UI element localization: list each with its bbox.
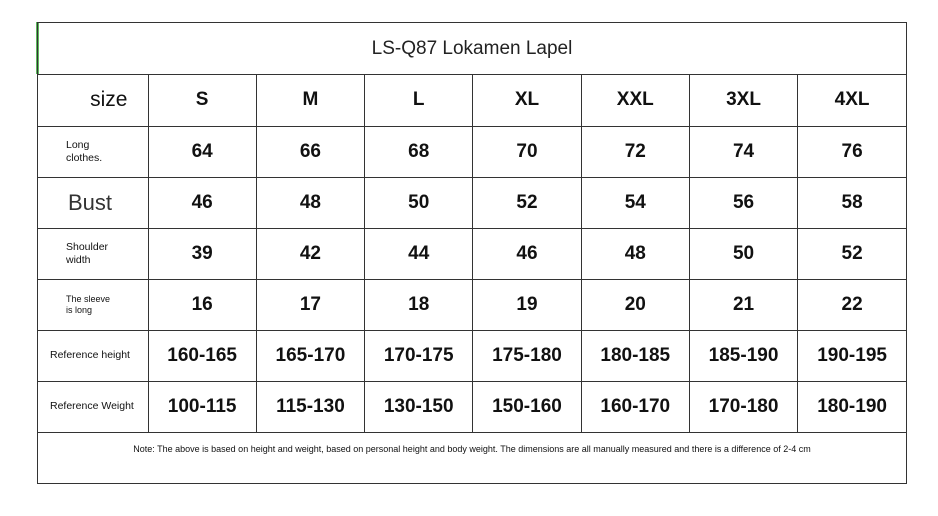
table-cell: 150-160 xyxy=(473,381,581,432)
table-cell: 48 xyxy=(256,177,364,228)
row-label: Reference height xyxy=(38,330,148,381)
table-cell: 70 xyxy=(473,126,581,177)
table-cell: 46 xyxy=(473,228,581,279)
row-label xyxy=(38,279,148,330)
table-cell: 21 xyxy=(689,279,797,330)
table-cell: 20 xyxy=(581,279,689,330)
table-cell: 74 xyxy=(689,126,797,177)
table-cell: 54 xyxy=(581,177,689,228)
row-label-line: Shoulder xyxy=(66,240,109,253)
table-cell: 39 xyxy=(148,228,256,279)
table-cell: 22 xyxy=(798,279,906,330)
row-label xyxy=(38,228,148,279)
table-cell: 50 xyxy=(689,228,797,279)
row-label: Bust xyxy=(38,177,148,228)
table-cell: 170-175 xyxy=(365,330,473,381)
table-cell: 100-115 xyxy=(148,381,256,432)
table-row xyxy=(38,330,906,381)
row-label-line: width xyxy=(66,253,91,266)
table-cell: 52 xyxy=(798,228,906,279)
row-label xyxy=(38,126,148,177)
header-row xyxy=(38,75,906,126)
table-cell: 180-190 xyxy=(798,381,906,432)
size-header: M xyxy=(256,75,364,126)
table-cell: 50 xyxy=(365,177,473,228)
table-row xyxy=(38,279,906,330)
table-row xyxy=(38,126,906,177)
table-cell: 76 xyxy=(798,126,906,177)
size-header: L xyxy=(365,75,473,126)
row-label-line: clothes. xyxy=(66,151,103,164)
table-cell: 160-170 xyxy=(581,381,689,432)
size-header: XXL xyxy=(581,75,689,126)
table-cell: 18 xyxy=(365,279,473,330)
measurement-note: Note: The above is based on height and weight, based on personal height and body weight. The dimensions are all manually measured and there is a difference of 2-4 cm xyxy=(133,444,811,454)
table-cell: 56 xyxy=(689,177,797,228)
size-chart xyxy=(37,22,907,484)
row-label-line: Long xyxy=(66,138,90,151)
table-cell: 72 xyxy=(581,126,689,177)
table-cell: 16 xyxy=(148,279,256,330)
table-cell: 48 xyxy=(581,228,689,279)
table-cell: 165-170 xyxy=(256,330,364,381)
table-cell: 17 xyxy=(256,279,364,330)
table-cell: 130-150 xyxy=(365,381,473,432)
table-cell: 64 xyxy=(148,126,256,177)
table-cell: 44 xyxy=(365,228,473,279)
size-header: 4XL xyxy=(798,75,906,126)
size-header: 3XL xyxy=(689,75,797,126)
table-cell: 42 xyxy=(256,228,364,279)
table-cell: 170-180 xyxy=(689,381,797,432)
table-cell: 160-165 xyxy=(148,330,256,381)
table-row xyxy=(38,228,906,279)
size-table xyxy=(38,75,906,433)
row-label-line: is long xyxy=(66,304,93,315)
table-cell: 175-180 xyxy=(473,330,581,381)
table-row xyxy=(38,177,906,228)
table-cell: 115-130 xyxy=(256,381,364,432)
header-label: size xyxy=(38,75,148,126)
table-row xyxy=(38,381,906,432)
row-label: Reference Weight xyxy=(38,381,148,432)
table-cell: 19 xyxy=(473,279,581,330)
table-cell: 68 xyxy=(365,126,473,177)
table-cell: 185-190 xyxy=(689,330,797,381)
size-header: XL xyxy=(473,75,581,126)
size-header: S xyxy=(148,75,256,126)
table-cell: 190-195 xyxy=(798,330,906,381)
table-cell: 58 xyxy=(798,177,906,228)
table-cell: 52 xyxy=(473,177,581,228)
row-label-line: The sleeve xyxy=(66,293,111,304)
chart-title: LS-Q87 Lokamen Lapel xyxy=(38,23,906,75)
table-cell: 180-185 xyxy=(581,330,689,381)
table-cell: 66 xyxy=(256,126,364,177)
table-cell: 46 xyxy=(148,177,256,228)
